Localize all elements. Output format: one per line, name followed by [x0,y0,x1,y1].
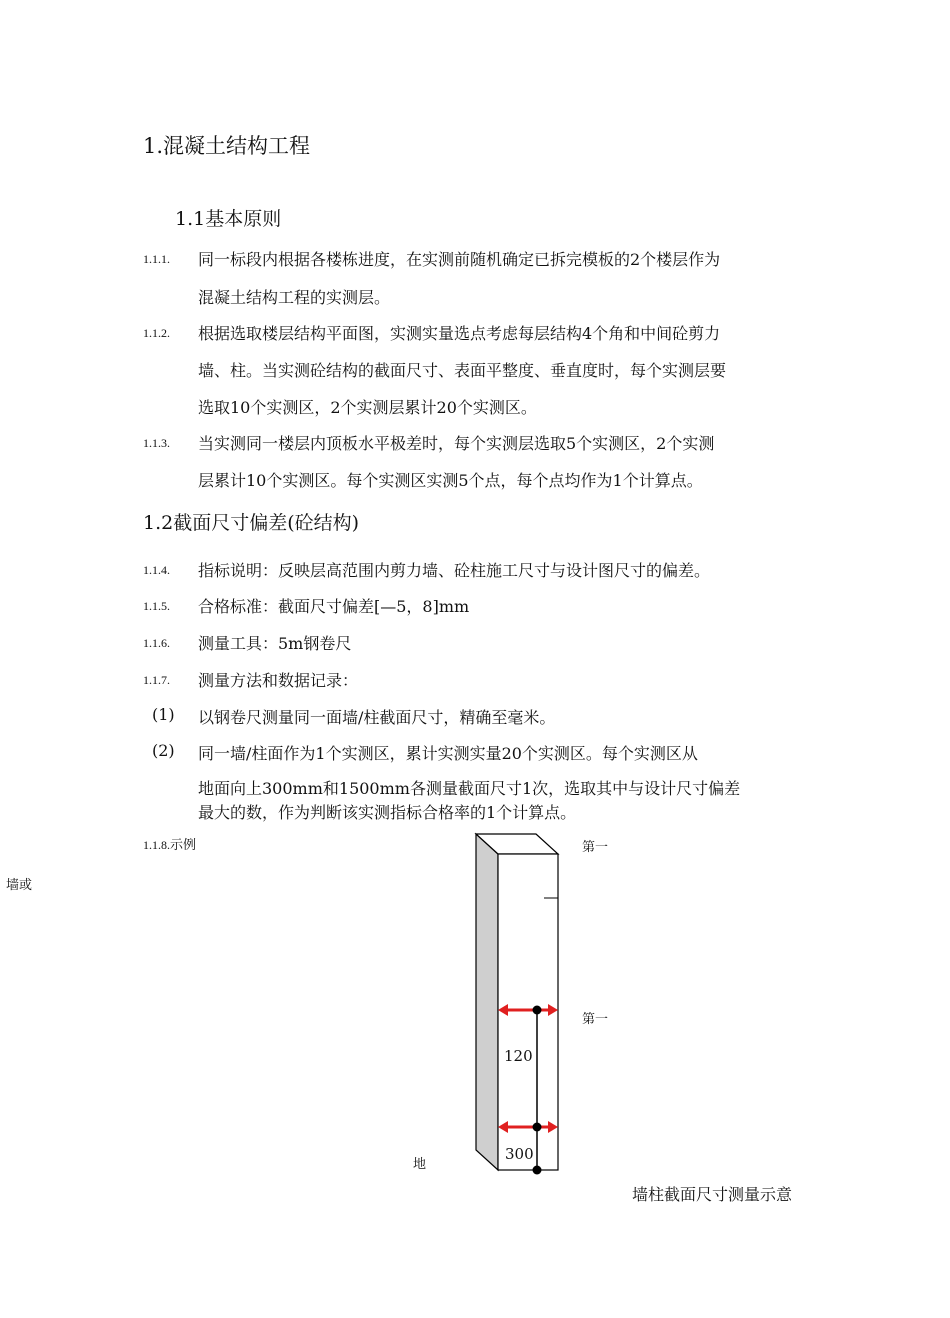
item-text: 测量方法和数据记录： [198,671,359,690]
figure-label-top-right: 第一 [582,840,609,855]
item-text: 合格标准：截面尺寸偏差[—5，8]mm [198,597,470,616]
item-text: 测量工具：5m钢卷尺 [198,634,352,653]
item-number: 1.1.4. [143,563,170,577]
item-text-line: 选取10个实测区，2个实测层累计20个实测区。 [198,398,537,417]
item-text-line: 同一标段内根据各楼栋进度，在实测前随机确定已拆完模板的2个楼层作为 [198,250,721,269]
item-number: 1.1.2. [143,326,170,340]
sub-item-text-line: 最大的数，作为判断该实测指标合格率的1个计算点。 [198,803,577,822]
column-measurement-diagram [470,830,570,1180]
sub-item-text-line: 地面向上300mm和1500mm各测量截面尺寸1次，选取其中与设计尺寸偏差 [198,779,741,798]
example-text: 示例 [170,838,197,853]
item-number: 1.1.3. [143,436,170,450]
dimension-label-300: 300 [505,1145,534,1163]
item-text-line: 墙、柱。当实测砼结构的截面尺寸、表面平整度、垂直度时，每个实测层要 [198,361,727,380]
item-number: 1.1.5. [143,599,170,613]
figure-left-fragment: 墙或 [6,878,33,893]
example-label [143,834,196,853]
sub-item-text-line: 以钢卷尺测量同一面墙/柱截面尺寸，精确至毫米。 [198,708,556,727]
item-text-line: 根据选取楼层结构平面图，实测实量选点考虑每层结构4个角和中间砼剪力 [198,324,721,343]
measure-point [533,1166,542,1175]
figure-label-mid-right: 第一 [582,1012,609,1027]
item-text: 指标说明：反映层高范围内剪力墙、砼柱施工尺寸与设计图尺寸的偏差。 [198,561,711,580]
sub-item-text-line: 同一墙/柱面作为1个实测区，累计实测实量20个实测区。每个实测区从 [198,744,698,763]
figure-caption: 墙柱截面尺寸测量示意 [632,1185,793,1204]
item-number: 1.1.1. [143,252,170,266]
example-number: 1.1.8. [143,838,170,852]
measure-point [533,1123,542,1132]
section-title: 1.混凝土结构工程 [143,134,311,158]
item-text-line: 层累计10个实测区。每个实测区实测5个点，每个点均作为1个计算点。 [198,471,703,490]
item-text-line: 当实测同一楼层内顶板水平极差时，每个实测层选取5个实测区，2个实测 [198,434,715,453]
column-side-face [476,834,498,1170]
measure-point [533,1006,542,1015]
item-number: 1.1.6. [143,636,170,650]
item-number: 1.1.7. [143,673,170,687]
subsection-title-section-deviation: 1.2截面尺寸偏差(砼结构) [143,512,360,534]
subsection-title-basic-principles: 1.1基本原则 [175,208,282,230]
item-text-line: 混凝土结构工程的实测层。 [198,288,391,307]
figure-ground-fragment: 地 [413,1157,427,1172]
dimension-label-1200: 120 [504,1047,533,1065]
sub-item-number: (1) [152,705,175,724]
sub-item-number: (2) [152,741,175,760]
